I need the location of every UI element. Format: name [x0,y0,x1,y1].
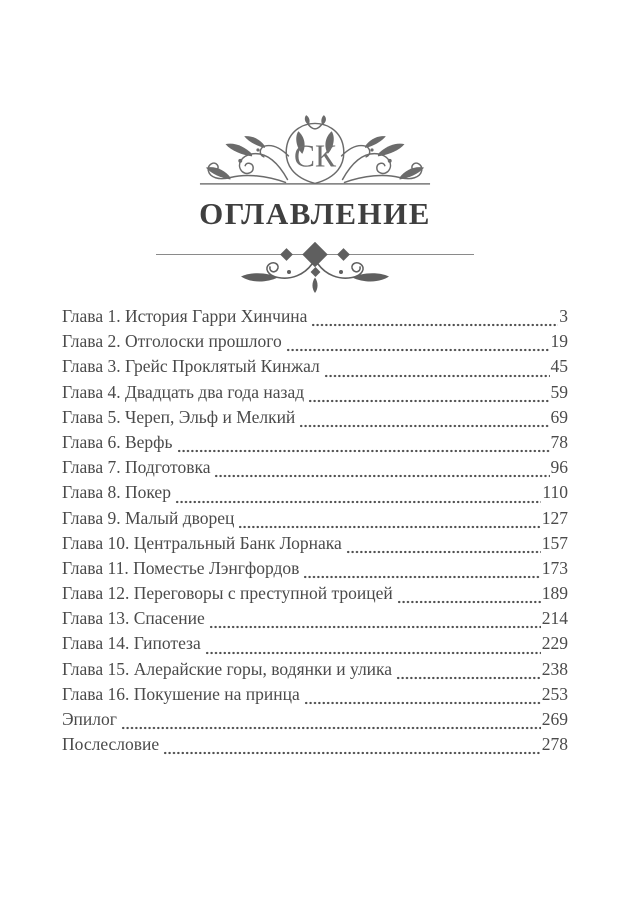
toc-entry-label: Глава 15. Алерайские горы, водянки и улика [62,658,393,679]
toc-entry-label: Глава 4. Двадцать два года назад [62,381,305,402]
toc-entry [62,608,568,633]
toc-entry [62,558,568,583]
toc-entry-label: Глава 13. Спасение [62,608,205,629]
toc-entry [62,583,568,608]
toc-entry-label: Глава 10. Центральный Банк Лорнака [62,532,342,553]
toc-entry [62,331,568,356]
dot-leader [324,374,550,378]
dot-leader [397,600,541,604]
divider-scroll-right [318,263,389,282]
dot-leader [286,348,550,352]
divider-ornament-icon [156,242,474,294]
toc-entry-page: 173 [541,557,568,578]
dot-leader [214,474,549,478]
toc-entry-label: Глава 7. Подготовка [62,457,211,478]
dot-leader [346,550,541,554]
toc-entry-page: 19 [550,331,568,352]
divider-scroll-left [241,263,312,282]
dot-leader [308,399,549,403]
toc-entry [62,432,568,457]
toc-entry-page: 127 [541,507,568,528]
toc-entry-label: Послесловие [62,734,160,755]
dot-leader [175,500,541,504]
toc-entry-page: 229 [541,633,568,654]
toc-entry-page: 78 [550,431,568,452]
toc-entry [62,633,568,658]
toc-entry [62,457,568,482]
toc-entry-page: 3 [559,306,568,326]
toc-entry-label: Глава 14. Гипотеза [62,633,201,654]
toc-entry-page: 96 [550,457,568,478]
dot-leader [238,525,540,529]
toc-entry-label: Глава 12. Переговоры с преступной троицей [62,583,393,604]
dot-leader [311,323,558,327]
divider-diamond-right [337,248,350,261]
toc-entry-label: Глава 16. Покушение на принца [62,683,300,704]
toc-entry [62,709,568,734]
dot-leader [205,651,541,655]
header-ornament [197,110,433,188]
toc-entry [62,356,568,381]
divider-drop-diamond [311,267,321,277]
divider-diamond-center [302,242,327,267]
monogram-ornament-icon [197,110,433,188]
toc-entry [62,508,568,533]
toc-entry-label: Глава 6. Верфь [62,431,173,452]
toc-entry-page: 69 [550,406,568,427]
toc-entry-page: 278 [541,734,568,755]
toc-entry [62,482,568,507]
toc-entry [62,407,568,432]
monogram-text: СК [294,138,336,174]
divider-diamond-left [280,248,293,261]
toc-entry-page: 157 [541,532,568,553]
toc-entry-label: Глава 2. Отголоски прошлого [62,331,282,352]
toc-entry [62,306,568,331]
toc-entry-label: Глава 8. Покер [62,482,171,503]
toc-entry-page: 269 [541,709,568,729]
toc-entry-page: 110 [542,482,568,503]
divider-drop [312,278,317,294]
toc-entry [62,382,568,407]
toc-entry-label: Глава 1. История Гарри Хинчина [62,306,308,326]
toc-entry-label: Глава 5. Череп, Эльф и Мелкий [62,406,296,427]
toc-entry-page: 45 [550,356,568,377]
toc-entry-page: 238 [541,658,568,679]
toc-entry-page: 253 [541,683,568,704]
toc-entry-label: Глава 3. Грейс Проклятый Кинжал [62,356,320,377]
toc-entry-label: Глава 11. Поместье Лэнгфордов [62,557,300,578]
toc-entry [62,684,568,709]
dot-leader [304,701,541,705]
ornament-flourish-left [206,136,289,182]
toc-entry [62,734,568,759]
toc-entry-page: 59 [550,381,568,402]
dot-leader [209,625,541,629]
toc-entry-label: Эпилог [62,709,117,729]
toc-entry [62,659,568,684]
dot-leader [163,751,541,755]
dot-leader [299,424,549,428]
toc-entry-page: 214 [541,608,568,629]
dot-leader [303,575,540,579]
toc-entry-page: 189 [541,583,568,604]
ornament-flourish-right [342,136,425,182]
title-divider [156,242,474,294]
dot-leader [396,676,541,680]
toc-entry-label: Глава 9. Малый дворец [62,507,235,528]
dot-leader [121,726,541,730]
toc-list [62,306,568,759]
page-title: ОГЛАВЛЕНИЕ [199,196,431,231]
toc-entry [62,533,568,558]
dot-leader [177,449,550,453]
